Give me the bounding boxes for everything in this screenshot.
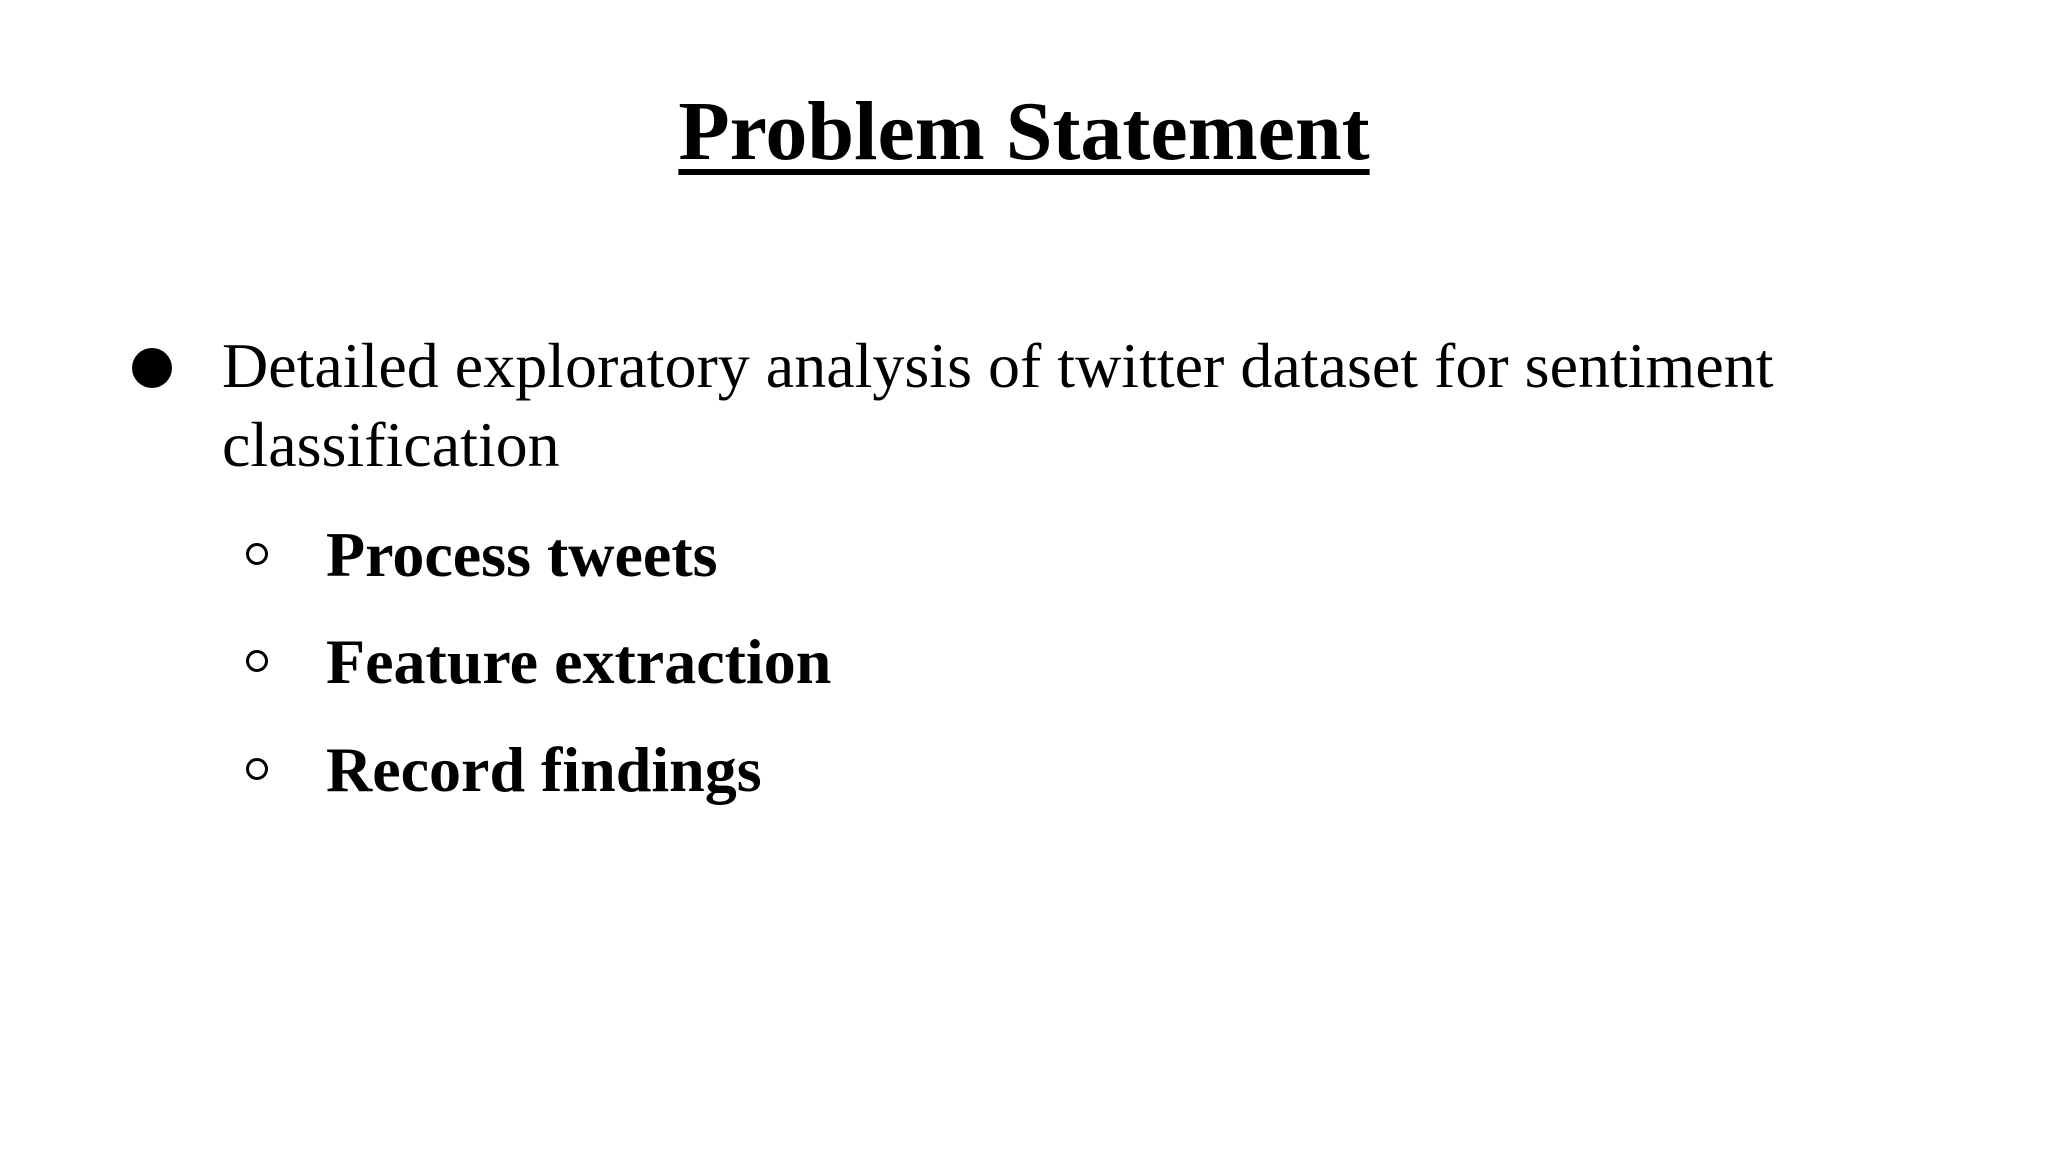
sub-bullet-item	[0, 622, 1200, 702]
sub-bullet-item	[0, 730, 1200, 810]
sub-bullet-item	[0, 515, 1200, 595]
sub-bullet-text: Process tweets	[326, 519, 718, 590]
bullet-dot-icon	[132, 348, 172, 388]
sub-bullet-text: Feature extraction	[326, 626, 832, 697]
slide-title	[0, 82, 2048, 182]
hollow-circle-bullet-icon	[246, 758, 268, 780]
bullet-text: Detailed exploratory analysis of twitter dataset for sentiment classification	[222, 330, 1774, 480]
slide-title-text: Problem Statement	[678, 85, 1370, 178]
hollow-circle-bullet-icon	[246, 650, 268, 672]
sub-bullet-text: Record findings	[326, 734, 762, 805]
hollow-circle-bullet-icon	[246, 543, 268, 565]
